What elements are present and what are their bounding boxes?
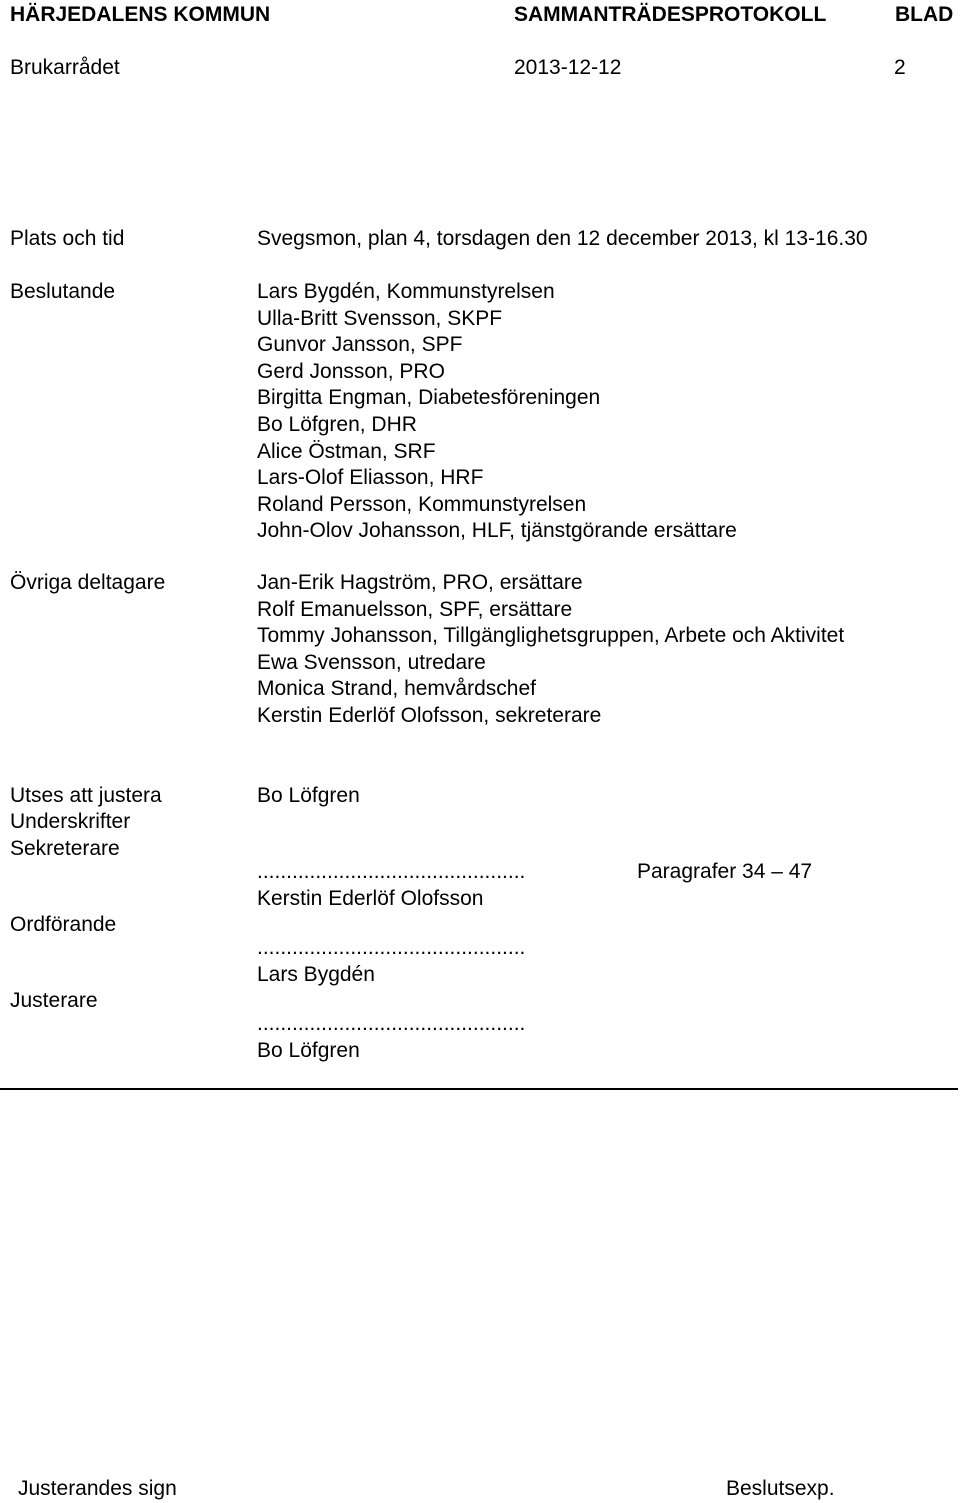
list-item: Lars Bygdén, Kommunstyrelsen (257, 280, 555, 303)
chair-name: Lars Bygdén (257, 963, 375, 986)
body-name: Brukarrådet (10, 56, 120, 79)
justerare-label: Justerare (10, 989, 98, 1012)
decision-makers-list (257, 279, 737, 545)
list-item: Kerstin Ederlöf Olofsson, sekreterare (257, 703, 602, 727)
document-type: SAMMANTRÄDESPROTOKOLL (514, 3, 827, 26)
others-label: Övriga deltagare (10, 571, 166, 594)
list-item: Gunvor Jansson, SPF (257, 333, 463, 357)
chair-label: Ordförande (10, 913, 117, 936)
blad-label: BLAD (895, 3, 954, 26)
organization-name: HÄRJEDALENS KOMMUN (10, 3, 271, 26)
justerare-name: Bo Löfgren (257, 1039, 360, 1062)
list-item: Birgitta Engman, Diabetesföreningen (257, 386, 601, 410)
paragraphs-range: Paragrafer 34 – 47 (637, 860, 813, 883)
list-item: Jan-Erik Hagström, PRO, ersättare (257, 571, 583, 594)
decision-label: Beslutande (10, 280, 116, 303)
secretary-label: Sekreterare (10, 837, 120, 860)
page-number: 2 (894, 56, 906, 79)
list-item: Ulla-Britt Svensson, SKPF (257, 306, 503, 330)
adjuster-name: Bo Löfgren (257, 784, 360, 807)
list-item: John-Olov Johansson, HLF, tjänstgörande ersättare (257, 519, 737, 543)
footer-sign-label: Justerandes sign (18, 1477, 177, 1500)
list-item: Monica Strand, hemvårdschef (257, 677, 536, 701)
place-value: Svegsmon, plan 4, torsdagen den 12 december 2013, kl 13-16.30 (257, 227, 868, 250)
secretary-signature-line: .............................................. (257, 860, 526, 883)
justerare-signature-line: .............................................. (257, 1012, 526, 1035)
footer-exp-label: Beslutsexp. (726, 1477, 835, 1500)
list-item: Ewa Svensson, utredare (257, 650, 486, 674)
chair-signature-line: .............................................. (257, 936, 526, 959)
list-item: Roland Persson, Kommunstyrelsen (257, 492, 587, 516)
list-item: Alice Östman, SRF (257, 439, 436, 463)
secretary-name: Kerstin Ederlöf Olofsson (257, 887, 484, 910)
list-item: Bo Löfgren, DHR (257, 412, 417, 436)
list-item: Lars-Olof Eliasson, HRF (257, 466, 484, 490)
adjuster-label: Utses att justera (10, 784, 162, 807)
divider (0, 1088, 958, 1090)
list-item: Tommy Johansson, Tillgänglighetsgruppen, Arbete och Aktivitet (257, 624, 845, 648)
list-item: Rolf Emanuelsson, SPF, ersättare (257, 597, 573, 621)
list-item: Gerd Jonsson, PRO (257, 359, 445, 383)
signatures-label: Underskrifter (10, 810, 131, 833)
other-participants-list (257, 570, 844, 730)
place-label: Plats och tid (10, 227, 125, 250)
meeting-date: 2013-12-12 (514, 56, 622, 79)
